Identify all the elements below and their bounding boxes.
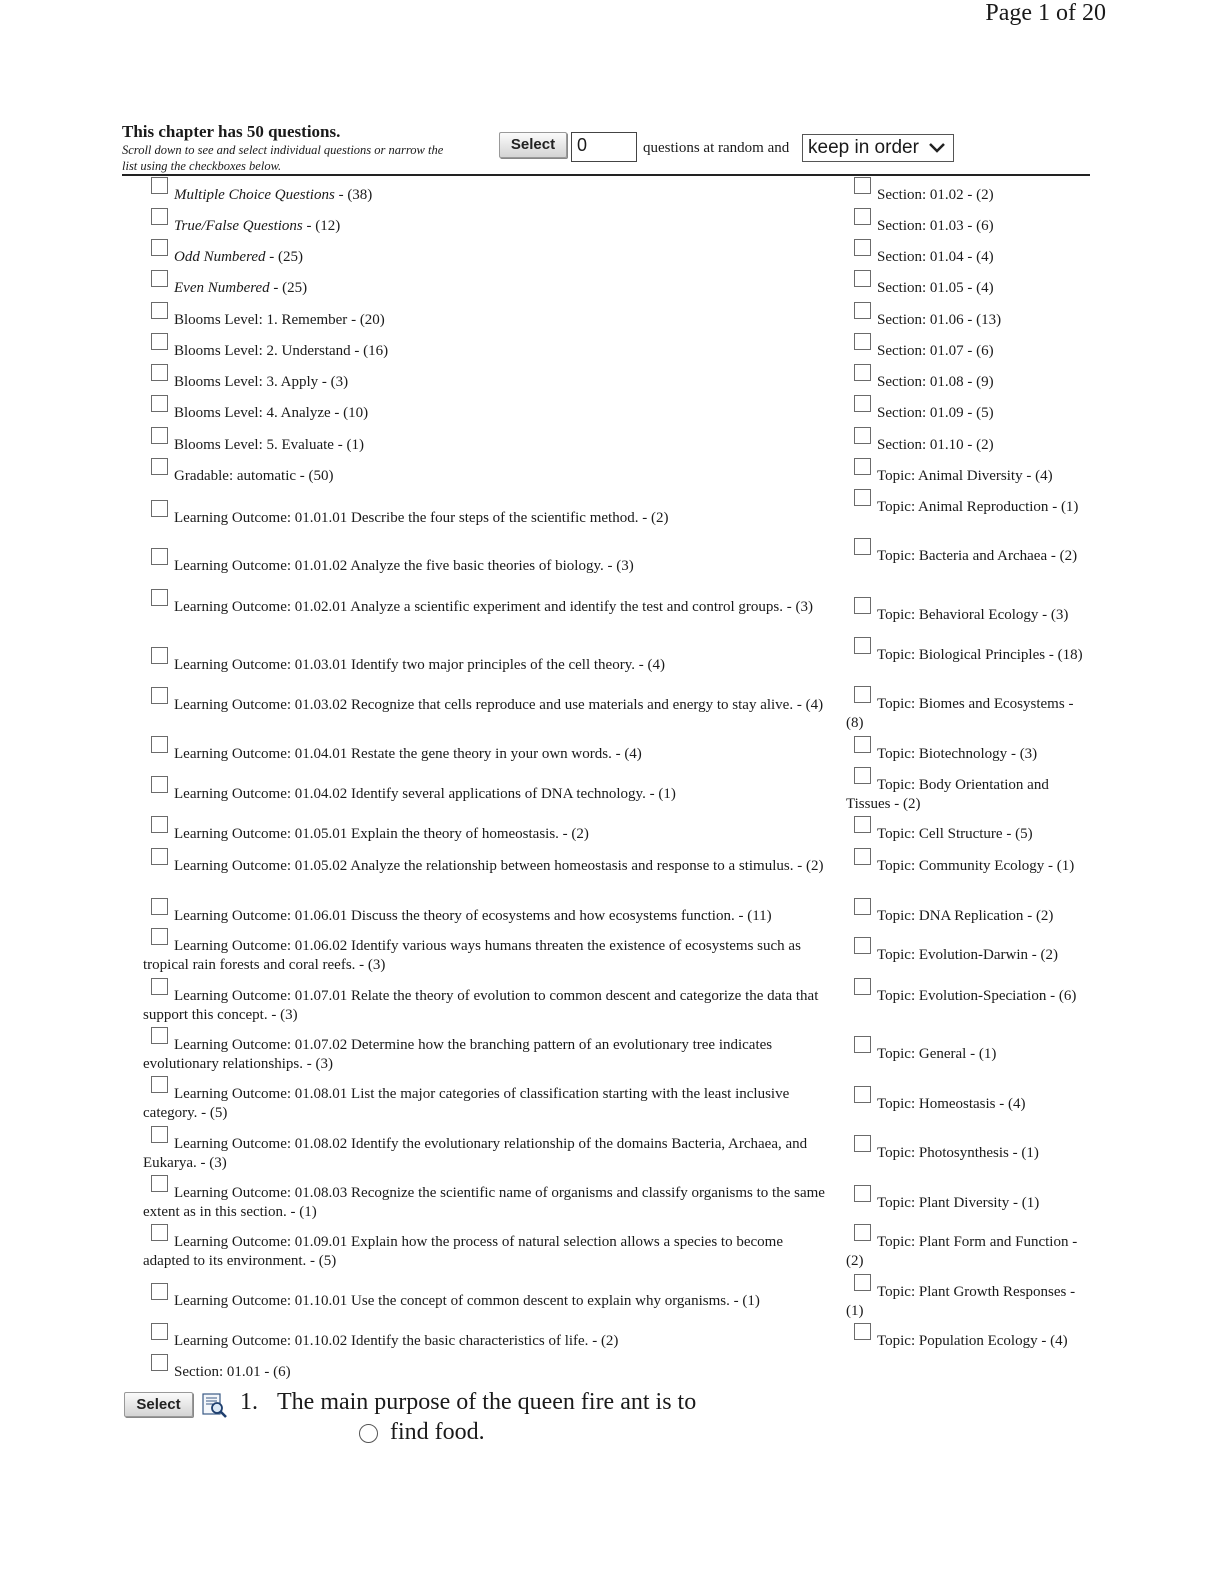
right-filter-item[interactable]: Section: 01.10 - (2): [846, 432, 1086, 455]
filter-count: (3): [330, 374, 349, 390]
filter-count: (6): [1058, 988, 1077, 1004]
filter-count: (5): [1015, 826, 1033, 842]
left-filter-item[interactable]: True/False Questions - (12): [143, 213, 833, 236]
filter-label: Topic: Cell Structure: [877, 826, 1003, 842]
filter-count: (2): [1059, 548, 1078, 564]
filter-count: (2): [805, 858, 824, 874]
filter-checkbox[interactable]: [151, 1323, 168, 1340]
filter-label: Learning Outcome: 01.08.01 List the major categories of classification starting with the least inclusive category.: [143, 1086, 790, 1121]
filter-count: (3): [209, 1155, 227, 1171]
filter-count: (2): [571, 826, 589, 842]
filter-label: Even Numbered: [174, 280, 270, 296]
left-filter-item[interactable]: Odd Numbered - (25): [143, 244, 833, 267]
left-filter-item[interactable]: Blooms Level: 2. Understand - (16): [143, 338, 833, 361]
filter-count: (1): [658, 786, 676, 802]
right-filter-item[interactable]: Topic: Plant Form and Function - (2): [846, 1229, 1086, 1271]
filter-count: (2): [650, 510, 669, 526]
right-filter-item[interactable]: Topic: Homeostasis - (4): [846, 1091, 1086, 1114]
right-filter-item[interactable]: Section: 01.08 - (9): [846, 369, 1086, 392]
filter-checkbox[interactable]: [854, 736, 871, 753]
filter-count: (1): [742, 1293, 760, 1309]
filter-count: (2): [1035, 908, 1054, 924]
filter-count: (3): [367, 957, 386, 973]
filter-checkbox[interactable]: [854, 302, 871, 319]
filter-count: (1): [346, 437, 364, 453]
filter-count: (5): [976, 405, 994, 421]
filter-checkbox[interactable]: [151, 589, 168, 606]
filter-label: Learning Outcome: 01.09.01 Explain how the process of natural selection allows a species to become adapted to its environment.: [143, 1234, 783, 1269]
filter-count: (8): [846, 715, 864, 731]
filter-checkbox[interactable]: [854, 1224, 871, 1241]
filter-count: (3): [795, 599, 813, 615]
left-filter-item[interactable]: Learning Outcome: 01.01.02 Analyze the five basic theories of biology. - (3): [143, 553, 833, 576]
filter-count: (4): [976, 280, 994, 296]
filter-checkbox[interactable]: [854, 816, 871, 833]
filter-checkbox[interactable]: [151, 1283, 168, 1300]
filter-label: Section: 01.04: [877, 249, 964, 265]
filter-count: (3): [280, 1007, 298, 1023]
filter-label: Section: 01.07: [877, 343, 964, 359]
filter-label: Topic: Plant Form and Function: [877, 1234, 1069, 1250]
filter-checkbox[interactable]: [151, 898, 168, 915]
chevron-down-icon: [928, 141, 946, 155]
filter-checkbox[interactable]: [854, 597, 871, 614]
right-filter-item[interactable]: Topic: Cell Structure - (5): [846, 821, 1086, 844]
right-filter-item[interactable]: Topic: Biomes and Ecosystems - (8): [846, 691, 1086, 733]
filter-label: Gradable: automatic: [174, 468, 297, 484]
answer-option: find food.: [390, 1419, 485, 1445]
filter-count: (1): [846, 1303, 864, 1319]
filter-checkbox[interactable]: [854, 848, 871, 865]
filter-label: Topic: DNA Replication: [877, 908, 1024, 924]
filter-label: Section: 01.08: [877, 374, 964, 390]
filter-label: Section: 01.06: [877, 312, 964, 328]
filter-count: (2): [846, 1253, 864, 1269]
order-value: keep in order: [808, 137, 919, 158]
filter-count: (4): [1008, 1096, 1026, 1112]
left-filter-item[interactable]: Learning Outcome: 01.08.01 List the major categories of classification starting with the least inclusive category. - (5): [143, 1081, 833, 1123]
filter-label: Topic: Homeostasis: [877, 1096, 996, 1112]
filter-checkbox[interactable]: [854, 937, 871, 954]
filter-checkbox[interactable]: [854, 458, 871, 475]
filter-label: Learning Outcome: 01.08.02 Identify the evolutionary relationship of the domains Bacteria, Archaea, and Eukarya.: [143, 1136, 808, 1171]
filter-checkbox[interactable]: [854, 978, 871, 995]
filter-count: (4): [647, 657, 665, 673]
select-question-button[interactable]: Select: [124, 1392, 193, 1417]
filter-label: Section: 01.03: [877, 218, 964, 234]
filter-count: (1): [978, 1046, 997, 1062]
left-filter-item[interactable]: Learning Outcome: 01.06.02 Identify various ways humans threaten the existence of ecosystems such as tropical rain forests and coral reefs. - (3): [143, 933, 833, 975]
filter-count: (13): [976, 312, 1002, 328]
left-filter-item[interactable]: Blooms Level: 1. Remember - (20): [143, 307, 833, 330]
left-filter-item[interactable]: Blooms Level: 5. Evaluate - (1): [143, 432, 833, 455]
right-filter-item[interactable]: Section: 01.04 - (4): [846, 244, 1086, 267]
filter-checkbox[interactable]: [854, 898, 871, 915]
filter-label: Section: 01.02: [877, 187, 964, 203]
filter-label: Blooms Level: 3. Apply: [174, 374, 319, 390]
right-filter-item[interactable]: Topic: Evolution-Speciation - (6): [846, 983, 1086, 1006]
left-filter-item[interactable]: Gradable: automatic - (50): [143, 463, 833, 486]
filter-label: Blooms Level: 5. Evaluate: [174, 437, 334, 453]
filter-checkbox[interactable]: [854, 1323, 871, 1340]
question-number: 1.: [240, 1389, 258, 1415]
left-filter-item[interactable]: Learning Outcome: 01.10.02 Identify the basic characteristics of life. - (2): [143, 1328, 833, 1351]
filter-label: Learning Outcome: 01.04.01 Restate the gene theory in your own words.: [174, 746, 612, 762]
preview-magnifier-icon[interactable]: [202, 1392, 228, 1418]
filter-count: (38): [347, 187, 373, 203]
left-filter-item[interactable]: Learning Outcome: 01.08.03 Recognize the scientific name of organisms and classify organisms to the same extent as in this section. - (1): [143, 1180, 833, 1222]
filter-count: (1): [1060, 499, 1079, 515]
filter-count: (1): [1021, 1145, 1039, 1161]
filter-count: (5): [209, 1105, 228, 1121]
right-filter-item[interactable]: Section: 01.02 - (2): [846, 182, 1086, 205]
filter-count: (4): [1035, 468, 1053, 484]
left-filter-item[interactable]: Learning Outcome: 01.08.02 Identify the evolutionary relationship of the domains Bacteria, Archaea, and Eukarya. - (3): [143, 1131, 833, 1173]
left-filter-item[interactable]: Learning Outcome: 01.07.01 Relate the theory of evolution to common descent and categorize the data that support this concept. - (3): [143, 983, 833, 1025]
filter-count: (11): [747, 908, 772, 924]
filter-checkbox[interactable]: [151, 302, 168, 319]
left-filter-item[interactable]: Learning Outcome: 01.10.01 Use the concept of common descent to explain why organisms. - (1): [143, 1288, 833, 1311]
filter-count: (2): [976, 187, 994, 203]
filter-checkbox[interactable]: [854, 686, 871, 703]
filter-label: Odd Numbered: [174, 249, 266, 265]
right-filter-item[interactable]: Topic: Population Ecology - (4): [846, 1328, 1086, 1351]
filter-label: Learning Outcome: 01.05.02 Analyze the relationship between homeostasis and response to a stimulus.: [174, 858, 794, 874]
filter-label: Topic: Biotechnology: [877, 746, 1008, 762]
filter-count: (1): [1056, 858, 1075, 874]
filter-checkbox[interactable]: [151, 177, 168, 194]
filter-checkbox[interactable]: [854, 395, 871, 412]
filter-label: Learning Outcome: 01.07.02 Determine how the branching pattern of an evolutionary tree indicates evolutionary relationships.: [143, 1037, 773, 1072]
right-filter-item[interactable]: Topic: General - (1): [846, 1041, 1086, 1064]
filter-label: Learning Outcome: 01.07.01 Relate the theory of evolution to common descent and categorize the data that support this concept.: [143, 988, 819, 1023]
filter-label: Blooms Level: 4. Analyze: [174, 405, 331, 421]
right-filter-item[interactable]: Section: 01.09 - (5): [846, 400, 1086, 423]
filter-label: Section: 01.05: [877, 280, 964, 296]
filter-label: Learning Outcome: 01.02.01 Analyze a scientific experiment and identify the test and control groups.: [174, 599, 783, 615]
filter-count: (12): [315, 218, 341, 234]
filter-checkbox[interactable]: [854, 767, 871, 784]
left-filter-item[interactable]: Learning Outcome: 01.01.01 Describe the four steps of the scientific method. - (2): [143, 505, 833, 528]
select-random-button[interactable]: Select: [499, 132, 567, 158]
filter-checkbox[interactable]: [151, 1126, 168, 1143]
filter-checkbox[interactable]: [151, 1175, 168, 1192]
question-pool-header: [122, 122, 1090, 176]
right-filter-item[interactable]: Section: 01.06 - (13): [846, 307, 1086, 330]
filter-checkbox[interactable]: [854, 538, 871, 555]
left-filter-item[interactable]: Learning Outcome: 01.09.01 Explain how the process of natural selection allows a species to become adapted to its environment. - (5): [143, 1229, 833, 1271]
filter-count: (2): [1040, 947, 1059, 963]
filter-count: (9): [976, 374, 994, 390]
right-filter-item[interactable]: Topic: Body Orientation and Tissues - (2): [846, 772, 1086, 814]
order-dropdown[interactable]: [802, 134, 954, 162]
filter-label: Learning Outcome: 01.01.01 Describe the four steps of the scientific method.: [174, 510, 639, 526]
and-text: and: [767, 140, 790, 156]
random-text: questions at random: [643, 140, 764, 156]
filter-label: Learning Outcome: 01.06.02 Identify various ways humans threaten the existence of ecosystems such as tropical rain forests and coral reefs.: [143, 938, 801, 973]
filter-checkbox[interactable]: [854, 427, 871, 444]
filter-label: Topic: Animal Reproduction: [877, 499, 1049, 515]
filter-checkbox[interactable]: [151, 848, 168, 865]
filter-checkbox[interactable]: [854, 1086, 871, 1103]
filter-checkbox[interactable]: [854, 1135, 871, 1152]
left-filter-item[interactable]: Learning Outcome: 01.02.01 Analyze a scientific experiment and identify the test and control groups. - (3): [143, 594, 833, 617]
right-filter-item[interactable]: Section: 01.05 - (4): [846, 275, 1086, 298]
filter-label: Section: 01.09: [877, 405, 964, 421]
filter-checkbox[interactable]: [151, 647, 168, 664]
filter-count: (3): [1019, 746, 1038, 762]
filter-checkbox[interactable]: [151, 687, 168, 704]
filter-label: Learning Outcome: 01.10.02 Identify the basic characteristics of life.: [174, 1333, 589, 1349]
filter-checkbox[interactable]: [151, 427, 168, 444]
filter-checkbox[interactable]: [151, 548, 168, 565]
filter-checkbox[interactable]: [854, 489, 871, 506]
filter-count: (2): [600, 1333, 619, 1349]
right-filter-item[interactable]: Topic: Behavioral Ecology - (3): [846, 602, 1086, 625]
filter-checkbox[interactable]: [151, 1224, 168, 1241]
filter-count: (2): [976, 437, 994, 453]
filter-count: (18): [1057, 647, 1083, 663]
filter-count: (4): [805, 697, 824, 713]
filter-count: (6): [976, 218, 994, 234]
filter-label: Topic: Evolution-Darwin: [877, 947, 1029, 963]
filter-label: Topic: Evolution-Speciation: [877, 988, 1047, 1004]
filter-count: (25): [278, 249, 304, 265]
answer-radio[interactable]: [359, 1424, 378, 1443]
left-filter-item[interactable]: Learning Outcome: 01.07.02 Determine how the branching pattern of an evolutionary tree indicates evolutionary relationships. - (3): [143, 1032, 833, 1074]
filter-label: True/False Questions: [174, 218, 303, 234]
filter-label: Learning Outcome: 01.03.01 Identify two major principles of the cell theory.: [174, 657, 635, 673]
filter-checkbox[interactable]: [151, 776, 168, 793]
random-label: [643, 140, 789, 157]
filter-count: (3): [1050, 607, 1069, 623]
filter-label: Section: 01.01: [174, 1364, 261, 1380]
filter-count: (3): [616, 558, 634, 574]
filter-checkbox[interactable]: [151, 1027, 168, 1044]
filter-count: (20): [359, 312, 385, 328]
filter-count: (6): [273, 1364, 291, 1380]
right-filter-item[interactable]: Section: 01.07 - (6): [846, 338, 1086, 361]
left-filter-item[interactable]: Learning Outcome: 01.04.01 Restate the gene theory in your own words. - (4): [143, 741, 833, 764]
filter-checkbox[interactable]: [854, 239, 871, 256]
filter-label: Topic: Animal Diversity: [877, 468, 1023, 484]
left-filter-item[interactable]: Blooms Level: 3. Apply - (3): [143, 369, 833, 392]
filter-count: (1): [1021, 1195, 1040, 1211]
filter-checkbox[interactable]: [151, 333, 168, 350]
filter-checkbox[interactable]: [854, 333, 871, 350]
filter-checkbox[interactable]: [151, 395, 168, 412]
random-count-input[interactable]: 0: [571, 132, 637, 162]
filter-label: Topic: Biological Principles: [877, 647, 1046, 663]
left-filter-item[interactable]: Learning Outcome: 01.05.02 Analyze the relationship between homeostasis and response to a stimulus. - (2): [143, 853, 833, 876]
right-filter-item[interactable]: Topic: Animal Reproduction - (1): [846, 494, 1086, 517]
filter-label: Learning Outcome: 01.05.01 Explain the theory of homeostasis.: [174, 826, 559, 842]
filter-count: (3): [315, 1056, 333, 1072]
filter-label: Topic: Community Ecology: [877, 858, 1045, 874]
filter-checkbox[interactable]: [854, 1185, 871, 1202]
page-number: Page 1 of 20: [985, 0, 1106, 26]
filter-label: Topic: Behavioral Ecology: [877, 607, 1039, 623]
filter-checkbox[interactable]: [151, 816, 168, 833]
filter-label: Blooms Level: 2. Understand: [174, 343, 351, 359]
filter-label: Learning Outcome: 01.08.03 Recognize the scientific name of organisms and classify organisms to the same extent as in this section.: [143, 1185, 825, 1220]
filter-label: Topic: Biomes and Ecosystems: [877, 696, 1065, 712]
filter-label: Learning Outcome: 01.01.02 Analyze the five basic theories of biology.: [174, 558, 604, 574]
question-text: The main purpose of the queen fire ant is to: [277, 1389, 697, 1415]
filter-checkbox[interactable]: [151, 1354, 168, 1371]
filter-checkbox[interactable]: [854, 637, 871, 654]
filter-count: (10): [343, 405, 369, 421]
filter-checkbox[interactable]: [854, 364, 871, 381]
filter-label: Topic: Body Orientation and Tissues: [846, 777, 1049, 812]
filter-count: (4): [1050, 1333, 1068, 1349]
filter-count: (1): [299, 1204, 317, 1220]
filter-checkbox[interactable]: [151, 500, 168, 517]
chapter-instructions: Scroll down to see and select individual questions or narrow the list using the checkboxes below.: [122, 143, 444, 173]
filter-count: (16): [363, 343, 389, 359]
filter-checkbox[interactable]: [854, 1274, 871, 1291]
filter-checkbox[interactable]: [854, 270, 871, 287]
filter-label: Topic: Bacteria and Archaea: [877, 548, 1048, 564]
left-filter-item[interactable]: Learning Outcome: 01.03.01 Identify two major principles of the cell theory. - (4): [143, 652, 833, 675]
right-filter-item[interactable]: Topic: Biotechnology - (3): [846, 741, 1086, 764]
right-filter-item[interactable]: Topic: Plant Growth Responses - (1): [846, 1279, 1086, 1321]
filter-label: Topic: Plant Diversity: [877, 1195, 1010, 1211]
right-filter-item[interactable]: Topic: Photosynthesis - (1): [846, 1140, 1086, 1163]
left-filter-item[interactable]: Learning Outcome: 01.05.01 Explain the theory of homeostasis. - (2): [143, 821, 833, 844]
filter-count: (25): [282, 280, 308, 296]
filter-count: (50): [308, 468, 334, 484]
filter-checkbox[interactable]: [151, 239, 168, 256]
filter-count: (4): [624, 746, 642, 762]
chapter-title: This chapter has 50 questions.: [122, 122, 341, 141]
filter-label: Learning Outcome: 01.03.02 Recognize that cells reproduce and use materials and energy to stay alive.: [174, 697, 794, 713]
filter-checkbox[interactable]: [151, 364, 168, 381]
filter-count: (4): [976, 249, 994, 265]
filter-label: Topic: Photosynthesis: [877, 1145, 1009, 1161]
filter-label: Learning Outcome: 01.06.01 Discuss the theory of ecosystems and how ecosystems function.: [174, 908, 735, 924]
filter-checkbox[interactable]: [151, 208, 168, 225]
right-filter-item[interactable]: Topic: Evolution-Darwin - (2): [846, 942, 1086, 965]
filter-checkbox[interactable]: [151, 270, 168, 287]
left-filter-item[interactable]: Even Numbered - (25): [143, 275, 833, 298]
filter-label: Blooms Level: 1. Remember: [174, 312, 348, 328]
filter-checkbox[interactable]: [151, 736, 168, 753]
left-filter-item[interactable]: Learning Outcome: 01.03.02 Recognize that cells reproduce and use materials and energy to stay alive. - (4): [143, 692, 833, 715]
filter-checkbox[interactable]: [151, 1076, 168, 1093]
filter-count: (6): [976, 343, 994, 359]
filter-count: (5): [318, 1253, 337, 1269]
right-filter-item[interactable]: Topic: Plant Diversity - (1): [846, 1190, 1086, 1213]
filter-count: (2): [902, 796, 921, 812]
filter-label: Topic: Population Ecology: [877, 1333, 1038, 1349]
right-filter-item[interactable]: Section: 01.03 - (6): [846, 213, 1086, 236]
filter-label: Topic: General: [877, 1046, 967, 1062]
left-filter-item[interactable]: Learning Outcome: 01.06.01 Discuss the theory of ecosystems and how ecosystems function. - (11): [143, 903, 833, 926]
right-filter-item[interactable]: Topic: Bacteria and Archaea - (2): [846, 543, 1086, 566]
filter-label: Topic: Plant Growth Responses: [877, 1284, 1067, 1300]
filter-checkbox[interactable]: [854, 1036, 871, 1053]
left-filter-item[interactable]: Learning Outcome: 01.04.02 Identify several applications of DNA technology. - (1): [143, 781, 833, 804]
filter-checkbox[interactable]: [151, 928, 168, 945]
right-filter-item[interactable]: Topic: Animal Diversity - (4): [846, 463, 1086, 486]
filter-checkbox[interactable]: [854, 208, 871, 225]
filter-label: Multiple Choice Questions: [174, 187, 335, 203]
filter-label: Learning Outcome: 01.04.02 Identify several applications of DNA technology.: [174, 786, 646, 802]
right-filter-item[interactable]: Topic: DNA Replication - (2): [846, 903, 1086, 926]
filter-label: Learning Outcome: 01.10.01 Use the concept of common descent to explain why organisms.: [174, 1293, 730, 1309]
filter-checkbox[interactable]: [151, 978, 168, 995]
right-filter-item[interactable]: Topic: Community Ecology - (1): [846, 853, 1086, 876]
left-filter-item[interactable]: Section: 01.01 - (6): [143, 1359, 833, 1382]
filter-checkbox[interactable]: [151, 458, 168, 475]
right-filter-item[interactable]: Topic: Biological Principles - (18): [846, 642, 1086, 665]
left-filter-item[interactable]: Blooms Level: 4. Analyze - (10): [143, 400, 833, 423]
filter-checkbox[interactable]: [854, 177, 871, 194]
filter-label: Section: 01.10: [877, 437, 964, 453]
left-filter-item[interactable]: Multiple Choice Questions - (38): [143, 182, 833, 205]
